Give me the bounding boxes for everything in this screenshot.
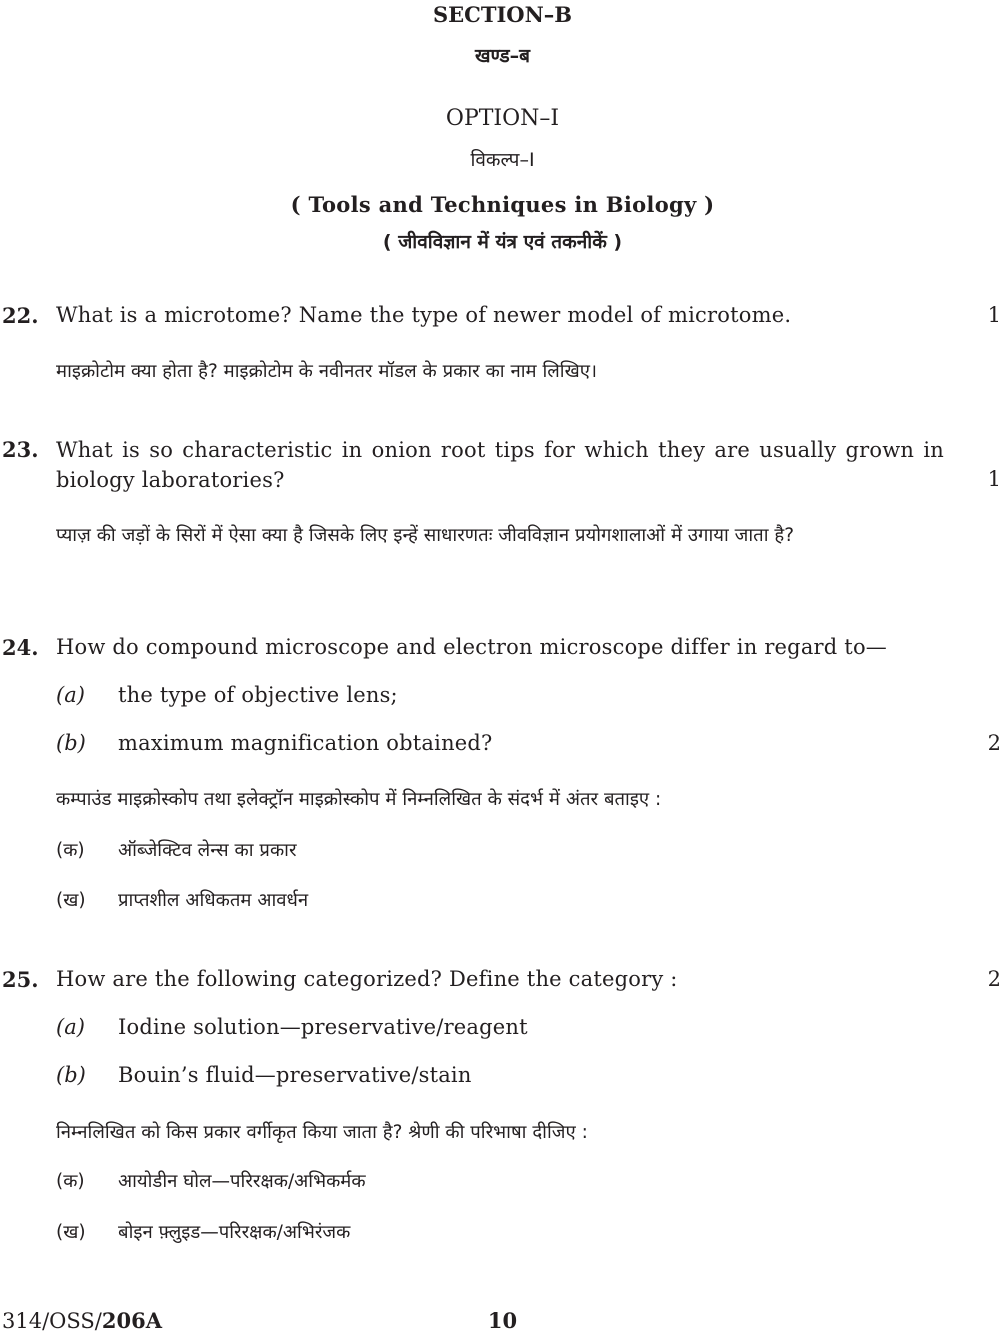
part-text: Bouin’s fluid—preservative/stain	[118, 1063, 472, 1087]
question-text-hindi: माइक्रोटोम क्या होता है? माइक्रोटोम के नवीनतर मॉडल के प्रकार का नाम लिखिए।	[56, 361, 597, 382]
part-text-hindi: ऑब्जेक्टिव लेन्स का प्रकार	[118, 840, 297, 861]
option-title: OPTION–I	[445, 106, 560, 131]
part-label: (a)	[56, 1015, 85, 1039]
topic-title-hindi: ( जीवविज्ञान में यंत्र एवं तकनीकें )	[382, 231, 623, 253]
part-text-hindi: बोइन फ़्लुइड—परिरक्षक/अभिरंजक	[118, 1222, 351, 1243]
part-text-hindi: आयोडीन घोल—परिरक्षक/अभिकर्मक	[118, 1171, 366, 1192]
topic-title: ( Tools and Techniques in Biology )	[290, 192, 715, 217]
question-text: How are the following categorized? Define the category :	[56, 967, 678, 991]
section-title-hindi: खण्ड–ब	[474, 45, 531, 67]
option-title-hindi: विकल्प–I	[470, 149, 535, 171]
question-text: What is so characteristic in onion root tips for which they are usually grown in biology laboratories?	[56, 438, 944, 492]
question-marks: 2	[987, 731, 1001, 755]
question-text: What is a microtome? Name the type of newer model of microtome.	[56, 303, 792, 327]
question-text: How do compound microscope and electron microscope differ in regard to—	[56, 635, 887, 659]
section-title: SECTION–B	[432, 2, 573, 27]
question-number: 24.	[2, 635, 39, 660]
question-marks: 1	[987, 467, 1001, 491]
part-label-hindi: (क)	[56, 1171, 85, 1192]
paper-code-suffix: 206A	[101, 1308, 162, 1333]
page-number: 10	[487, 1308, 518, 1333]
part-label: (b)	[56, 731, 86, 755]
question-text-hindi: निम्नलिखित को किस प्रकार वर्गीकृत किया जाता है? श्रेणी की परिभाषा दीजिए :	[56, 1122, 588, 1143]
part-label-hindi: (ख)	[56, 890, 86, 911]
part-text: maximum magnification obtained?	[118, 731, 493, 755]
part-text: Iodine solution—preservative/reagent	[118, 1015, 528, 1039]
part-text: the type of objective lens;	[118, 683, 398, 707]
part-text-hindi: प्राप्तशील अधिकतम आवर्धन	[118, 890, 309, 911]
part-label-hindi: (क)	[56, 840, 85, 861]
question-number: 25.	[2, 967, 39, 992]
question-text-hindi: प्याज़ की जड़ों के सिरों में ऐसा क्या है जिसके लिए इन्हें साधारणतः जीवविज्ञान प्रयोगशालाओं में उगाया जाता है?	[56, 525, 795, 546]
paper-code-prefix: 314/OSS/	[2, 1309, 102, 1333]
question-marks: 1	[987, 303, 1001, 327]
question-number: 23.	[2, 437, 39, 462]
part-label: (b)	[56, 1063, 86, 1087]
question-marks: 2	[987, 967, 1001, 991]
part-label-hindi: (ख)	[56, 1222, 86, 1243]
part-label: (a)	[56, 683, 85, 707]
question-text-hindi: कम्पाउंड माइक्रोस्कोप तथा इलेक्ट्रॉन माइक्रोस्कोप में निम्नलिखित के संदर्भ में अंतर बताइए :	[56, 789, 662, 810]
question-number: 22.	[2, 303, 39, 328]
